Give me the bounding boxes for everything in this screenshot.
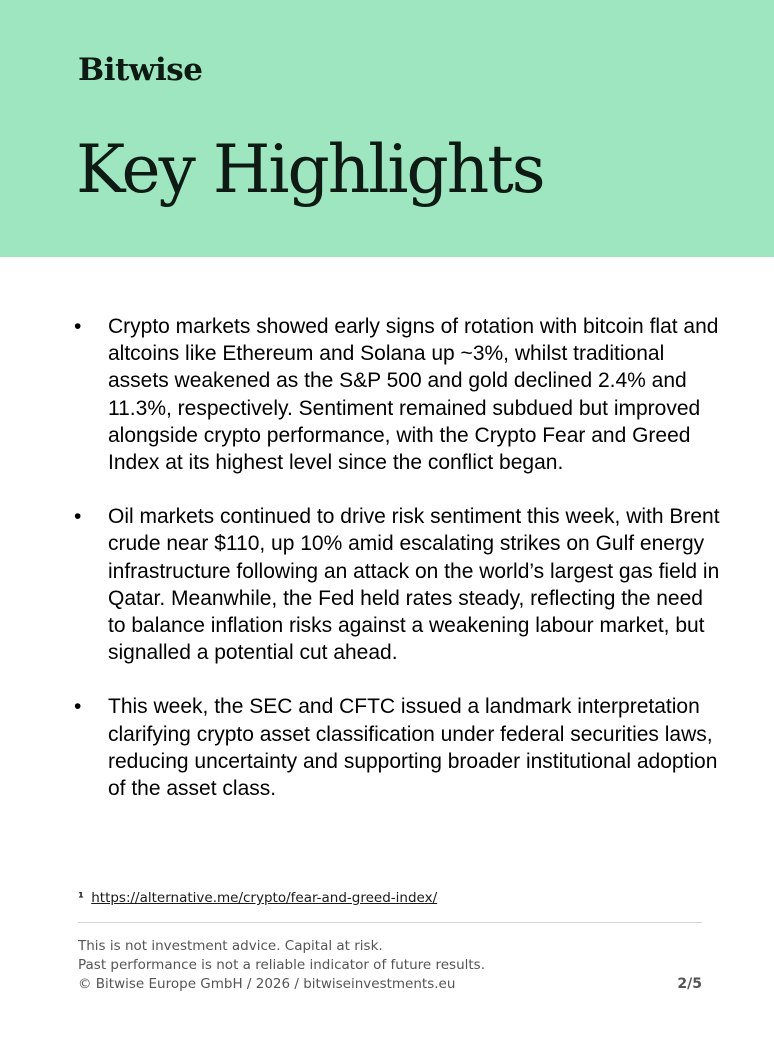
- disclaimer-line: This is not investment advice. Capital at risk.: [78, 938, 383, 954]
- highlights-list: [0, 313, 774, 802]
- disclaimer-line: Past performance is not a reliable indicator of future results.: [78, 957, 486, 973]
- page-number: 2/5: [677, 976, 702, 992]
- highlight-item: [0, 693, 720, 802]
- footnote-link[interactable]: https://alternative.me/crypto/fear-and-greed-index/: [91, 890, 438, 906]
- brand-logo: Bitwise: [78, 52, 203, 88]
- footer-divider: [78, 922, 702, 923]
- page-title: Key Highlights: [76, 131, 544, 208]
- footnote: [78, 890, 437, 906]
- copyright-line: © Bitwise Europe GmbH / 2026 / bitwiseinvestments.eu: [78, 976, 456, 992]
- highlight-item: [0, 503, 720, 666]
- highlight-text: Crypto markets showed early signs of rotation with bitcoin flat and altcoins like Ethereum and Solana up ~3%, whilst traditional assets weakened as the S&P 500 and gold declined 2.4% and 11.3%, respectively. Sentiment remained subdued but improved alongside crypto performance, with the Crypto Fear and Greed Index at its highest level since the conflict began.: [108, 315, 719, 475]
- highlight-item: [0, 313, 720, 476]
- bullet-icon: •: [74, 315, 82, 338]
- header-banner: [0, 0, 774, 257]
- highlight-text: This week, the SEC and CFTC issued a landmark interpretation clarifying crypto asset classification under federal securities laws, reducing uncertainty and supporting broader institutional adoption of the asset class.: [108, 695, 718, 801]
- footnote-mark: ¹: [78, 890, 84, 906]
- highlight-text: Oil markets continued to drive risk sentiment this week, with Brent crude near $110, up 10% amid escalating strikes on Gulf energy infrastructure following an attack on the world’s largest gas field in Qatar. Meanwhile, the Fed held rates steady, reflecting the need to balance inflation risks against a weakening labour market, but signalled a potential cut ahead.: [108, 505, 720, 665]
- bullet-icon: •: [74, 505, 82, 529]
- bullet-icon: •: [74, 695, 82, 719]
- disclaimer: [78, 937, 485, 994]
